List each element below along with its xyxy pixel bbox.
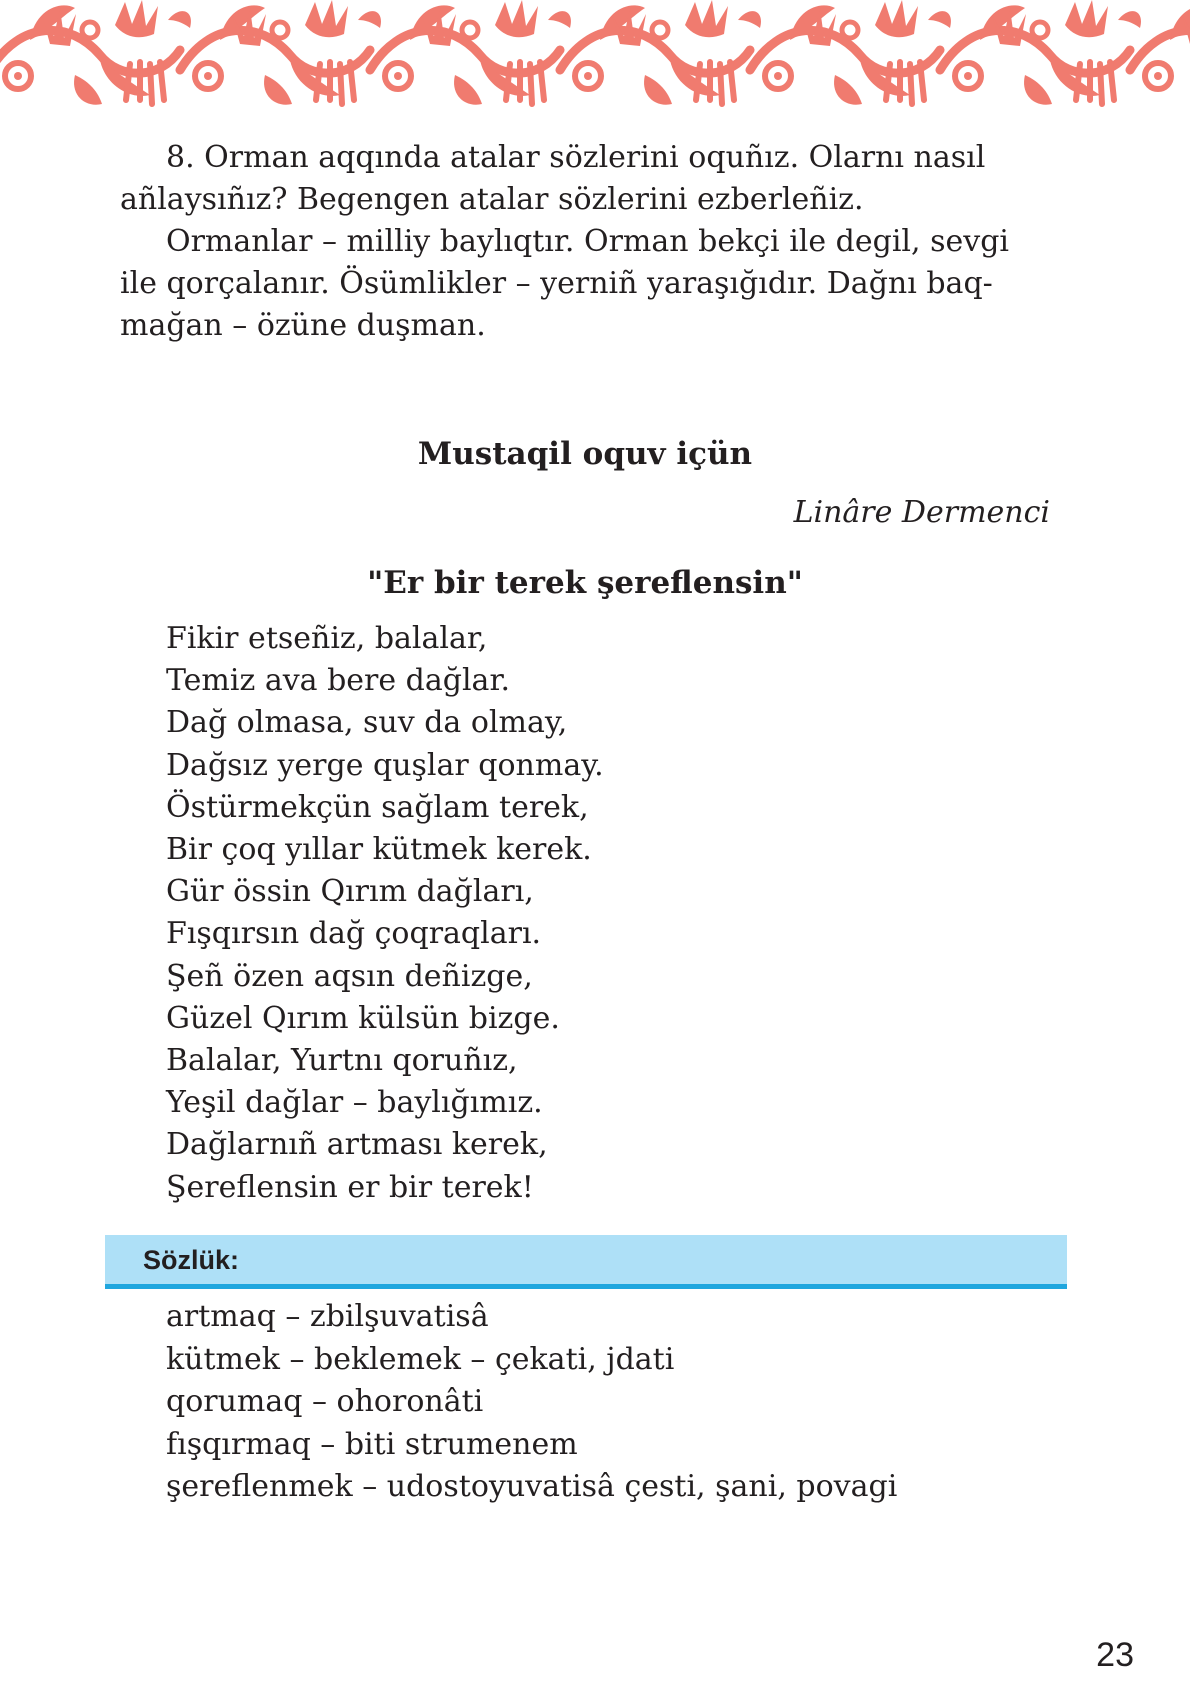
vocabulary-entry: qorumaq – ohoronâti bbox=[166, 1384, 484, 1420]
poem-line: Dağ olmasa, suv da olmay, bbox=[166, 705, 568, 741]
poem-title: "Er bir terek şereflensin" bbox=[367, 565, 803, 601]
task-line: añlaysıñız? Begengen atalar sözlerini ezberleñiz. bbox=[120, 182, 864, 217]
poem-line: Balalar, Yurtnı qoruñız, bbox=[166, 1043, 518, 1079]
poem-line: Şeñ özen aqsın deñizge, bbox=[166, 958, 533, 994]
poem-line: Dağlarnıñ artması kerek, bbox=[166, 1127, 548, 1163]
poem-line: Dağsız yerge quşlar qonmay. bbox=[166, 747, 604, 783]
vocabulary-entry: artmaq – zbilşuvatisâ bbox=[166, 1299, 489, 1334]
poem-line: Fikir etseñiz, balalar, bbox=[166, 621, 488, 656]
poem-line: Bir çoq yıllar kütmek kerek. bbox=[166, 832, 592, 868]
vocabulary-header-bar bbox=[105, 1235, 1067, 1289]
poem-line: Temiz ava bere dağlar. bbox=[166, 663, 511, 699]
poem-line: Östürmekçün sağlam terek, bbox=[166, 789, 589, 825]
vocabulary-entry: fışqırmaq – biti strumenem bbox=[166, 1426, 578, 1462]
poem-line: Fışqırsın dağ çoqraqları. bbox=[166, 916, 542, 952]
task-paragraph bbox=[120, 137, 1050, 221]
proverb-line: Ormanlar – milliy baylıqtır. Orman bekçi ile degil, sevgi bbox=[166, 224, 1009, 259]
vocabulary-header: Sözlük: bbox=[143, 1245, 240, 1275]
section-title: Mustaqil oquv içün bbox=[417, 436, 753, 472]
poem-body bbox=[166, 618, 966, 1209]
page-number: 23 bbox=[1096, 1636, 1134, 1674]
poem-line: Şereflensin er bir terek! bbox=[166, 1169, 534, 1205]
poem-line: Yeşil dağlar – baylığımız. bbox=[166, 1085, 543, 1121]
proverb-line: mağan – özüne duşman. bbox=[120, 308, 486, 343]
vocabulary-entry: şereflenmek – udostoyuvatisâ çesti, şani, povagi bbox=[166, 1469, 898, 1505]
task-line: 8. Orman aqqında atalar sözlerini oquñız. Olarnı nasıl bbox=[166, 140, 986, 175]
poem-line: Gür össin Qırım dağları, bbox=[166, 874, 534, 910]
poem-author: Linâre Dermenci bbox=[793, 495, 1050, 530]
vocabulary-list bbox=[166, 1296, 1046, 1509]
vocabulary-entry: kütmek – beklemek – çekati, jdati bbox=[166, 1341, 675, 1377]
poem-line: Güzel Qırım külsün bizge. bbox=[166, 1000, 560, 1036]
proverbs-paragraph bbox=[120, 221, 1050, 347]
proverb-line: ile qorçalanır. Ösümlikler – yerniñ yaraşığıdır. Dağnı baq- bbox=[120, 266, 993, 301]
